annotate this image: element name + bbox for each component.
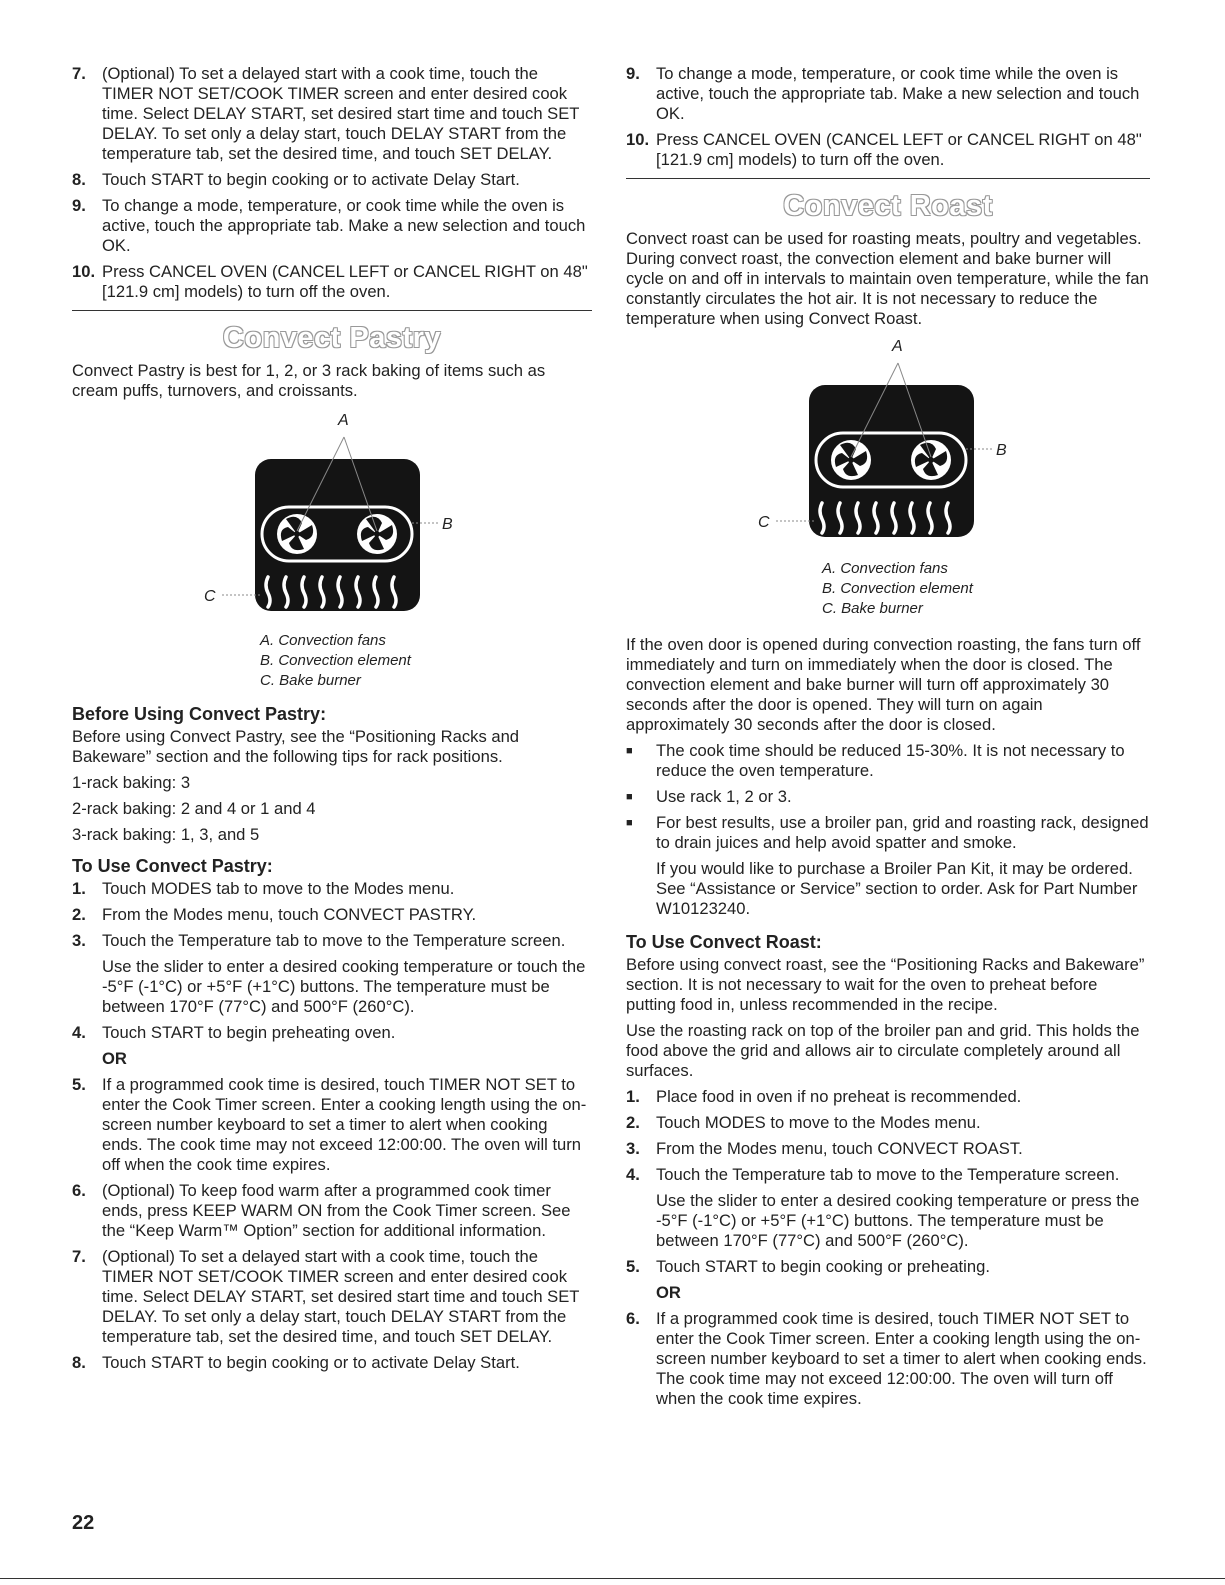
step-number: 4.	[72, 1023, 86, 1042]
step-text: If a programmed cook time is desired, touch TIMER NOT SET to enter the Cook Timer screen. Enter a cooking length using the on-screen number keyboard to set a timer to alert when cooking ends. The cook time may not exceed 12:00:00. The oven will turn off when the cook time expires.	[656, 1309, 1147, 1408]
step-text: From the Modes menu, touch CONVECT ROAST.	[656, 1139, 1023, 1158]
oven-diagram-icon	[626, 335, 1150, 559]
step-number: 5.	[72, 1075, 86, 1094]
rack-tip: 2-rack baking: 2 and 4 or 1 and 4	[72, 799, 316, 818]
label-b: B	[442, 516, 453, 533]
or-separator: OR	[656, 1283, 681, 1302]
convect-pastry-figure	[72, 407, 592, 631]
list-item	[72, 1181, 592, 1241]
section-title-convect-roast: Convect Roast	[783, 190, 993, 222]
label-c: C	[204, 588, 216, 605]
section-divider	[626, 178, 1150, 179]
or-separator: OR	[102, 1049, 127, 1068]
intro-text: Convect roast can be used for roasting meats, poultry and vegetables. During convect roast, the convection element and bake burner will cycle on and off in intervals to maintain oven temperature, while the fan constantly circulates the hot air. It is not necessary to reduce the temperature when using Convect Roast.	[626, 229, 1149, 328]
list-item	[72, 1023, 592, 1043]
before-using-text: Before using Convect Pastry, see the “Positioning Racks and Bakeware” section and the following tips for rack positions.	[72, 727, 520, 766]
list-item	[72, 64, 592, 164]
step-number: 3.	[626, 1139, 640, 1158]
bullet-item	[626, 787, 1150, 807]
list-item	[626, 1113, 1150, 1133]
section-title-convect-pastry: Convect Pastry	[222, 322, 442, 354]
before-using-heading: Before Using Convect Pastry:	[72, 704, 327, 724]
bullet-text: For best results, use a broiler pan, grid and roasting rack, designed to drain juices and help avoid spatter and smoke.	[656, 813, 1149, 852]
list-item	[72, 262, 592, 302]
to-use-heading: To Use Convect Pastry:	[72, 856, 273, 876]
step-text: Press CANCEL OVEN (CANCEL LEFT or CANCEL RIGHT on 48" [121.9 cm] models) to turn off the oven.	[102, 262, 588, 301]
list-item	[626, 130, 1150, 170]
right-column	[626, 64, 1150, 1415]
section-divider	[72, 310, 592, 311]
step-number: 2.	[72, 905, 86, 924]
list-item	[626, 1257, 1150, 1277]
bullet-square-icon: ■	[626, 791, 633, 803]
rack-tip: 3-rack baking: 1, 3, and 5	[72, 825, 260, 844]
step-number: 10.	[72, 262, 96, 281]
step-text: Touch START to begin preheating oven.	[102, 1023, 396, 1042]
caption-line: C. Bake burner	[260, 672, 361, 689]
to-use-text: Use the roasting rack on top of the broiler pan and grid. This holds the food above the grid and allows air to circulate completely around all surfaces.	[626, 1021, 1140, 1080]
step-number: 1.	[626, 1087, 640, 1106]
step-subtext: Use the slider to enter a desired cooking temperature or press the -5°F (-1°C) or +5°F (+1°C) buttons. The temperature must be between 170°F (77°C) and 500°F (260°C).	[656, 1191, 1140, 1250]
list-item	[72, 1353, 592, 1373]
step-number: 2.	[626, 1113, 640, 1132]
fan-left-icon	[277, 514, 317, 554]
step-text: Touch START to begin cooking or to activate Delay Start.	[102, 170, 520, 189]
list-item	[72, 1075, 592, 1175]
step-text: Touch the Temperature tab to move to the Temperature screen.	[656, 1165, 1120, 1184]
list-item	[72, 170, 592, 190]
list-item	[626, 1087, 1150, 1107]
list-item	[72, 931, 592, 951]
step-text: If a programmed cook time is desired, touch TIMER NOT SET to enter the Cook Timer screen. Enter a cooking length using the on-screen number keyboard to set a timer to alert when cooking ends. The cook time may not exceed 12:00:00. The oven will turn off when the cook time expires.	[102, 1075, 587, 1174]
step-text: To change a mode, temperature, or cook time while the oven is active, touch the appropriate tab. Make a new selection and touch OK.	[102, 196, 586, 255]
list-item	[72, 905, 592, 925]
step-text: From the Modes menu, touch CONVECT PASTRY.	[102, 905, 477, 924]
list-item	[626, 1139, 1150, 1159]
step-text: Touch the Temperature tab to move to the Temperature screen.	[102, 931, 566, 950]
step-subtext: Use the slider to enter a desired cooking temperature or touch the -5°F (-1°C) or +5°F (+1°C) buttons. The temperature must be between 170°F (77°C) and 500°F (260°C).	[102, 957, 586, 1016]
label-a: A	[338, 412, 349, 429]
page-number: 22	[72, 1512, 95, 1534]
bullet-text: The cook time should be reduced 15-30%. It is not necessary to reduce the oven temperature.	[656, 741, 1125, 780]
list-item	[72, 196, 592, 256]
step-text: Touch MODES tab to move to the Modes menu.	[102, 879, 455, 898]
step-text: Place food in oven if no preheat is recommended.	[656, 1087, 1022, 1106]
step-number: 4.	[626, 1165, 640, 1184]
caption-line: C. Bake burner	[822, 600, 923, 617]
list-item	[72, 1247, 592, 1347]
bullet-text: Use rack 1, 2 or 3.	[656, 787, 792, 806]
label-a: A	[892, 338, 903, 355]
page-bottom-rule	[0, 1578, 1225, 1579]
bullet-square-icon: ■	[626, 817, 633, 829]
step-text: (Optional) To keep food warm after a programmed cook timer ends, press KEEP WARM ON from the Cook Timer screen. See the “Keep Warm™ Option” section for additional information.	[102, 1181, 571, 1240]
rack-tip: 1-rack baking: 3	[72, 773, 191, 792]
fan-left-icon	[831, 440, 871, 480]
bullet-square-icon: ■	[626, 745, 633, 757]
list-item	[72, 879, 592, 899]
label-c: C	[758, 514, 770, 531]
step-number: 5.	[626, 1257, 640, 1276]
step-number: 9.	[626, 64, 640, 83]
caption-line: B. Convection element	[822, 580, 973, 597]
step-number: 3.	[72, 931, 86, 950]
step-text: To change a mode, temperature, or cook time while the oven is active, touch the appropriate tab. Make a new selection and touch OK.	[656, 64, 1140, 123]
step-text: (Optional) To set a delayed start with a cook time, touch the TIMER NOT SET/COOK TIMER screen and enter desired cook time. Select DELAY START, set desired start time and touch SET DELAY. To set only a delay start, touch DELAY START from the temperature tab, set the desired time, and touch SET DELAY.	[102, 1247, 580, 1346]
step-number: 10.	[626, 130, 650, 149]
step-number: 8.	[72, 1353, 86, 1372]
step-text: Touch START to begin cooking or to activate Delay Start.	[102, 1353, 520, 1372]
list-item	[626, 1309, 1150, 1409]
label-b: B	[996, 442, 1007, 459]
step-text: Press CANCEL OVEN (CANCEL LEFT or CANCEL RIGHT on 48" [121.9 cm] models) to turn off the oven.	[656, 130, 1142, 169]
fan-right-icon	[357, 514, 397, 554]
step-number: 9.	[72, 196, 86, 215]
step-number: 1.	[72, 879, 86, 898]
step-number: 6.	[626, 1309, 640, 1328]
bullet-item	[626, 813, 1150, 853]
figure-caption	[260, 631, 592, 691]
step-number: 7.	[72, 1247, 86, 1266]
step-number: 8.	[72, 170, 86, 189]
bullet-item	[626, 741, 1150, 781]
step-text: (Optional) To set a delayed start with a cook time, touch the TIMER NOT SET/COOK TIMER screen and enter desired cook time. Select DELAY START, set desired start time and touch SET DELAY. To set only a delay start, touch DELAY START from the temperature tab, set the desired time, and touch SET DELAY.	[102, 64, 580, 163]
step-text: Touch MODES to move to the Modes menu.	[656, 1113, 981, 1132]
bullet-subtext: If you would like to purchase a Broiler Pan Kit, it may be ordered. See “Assistance or Service” section to order. Ask for Part Number W10123240.	[656, 859, 1138, 918]
to-use-text: Before using convect roast, see the “Positioning Racks and Bakeware” section. It is not necessary to wait for the oven to preheat before putting food in, unless recommended in the recipe.	[626, 955, 1145, 1014]
convect-roast-figure	[626, 335, 1150, 559]
step-text: Touch START to begin cooking or preheating.	[656, 1257, 990, 1276]
intro-text: Convect Pastry is best for 1, 2, or 3 rack baking of items such as cream puffs, turnovers, and croissants.	[72, 361, 546, 400]
oven-diagram-icon	[72, 407, 592, 631]
to-use-heading: To Use Convect Roast:	[626, 932, 822, 952]
caption-line: A. Convection fans	[822, 560, 948, 577]
door-open-text: If the oven door is opened during convection roasting, the fans turn off immediately and turn on immediately when the door is closed. The convection element and bake burner will turn off approximately 30 seconds after the door is opened. They will turn on again approximately 30 seconds after the door is closed.	[626, 635, 1141, 734]
list-item	[626, 64, 1150, 124]
figure-caption	[822, 559, 1150, 619]
step-number: 7.	[72, 64, 86, 83]
step-number: 6.	[72, 1181, 86, 1200]
caption-line: B. Convection element	[260, 652, 411, 669]
caption-line: A. Convection fans	[260, 632, 386, 649]
fan-right-icon	[911, 440, 951, 480]
left-column	[72, 64, 592, 1379]
list-item	[626, 1165, 1150, 1185]
